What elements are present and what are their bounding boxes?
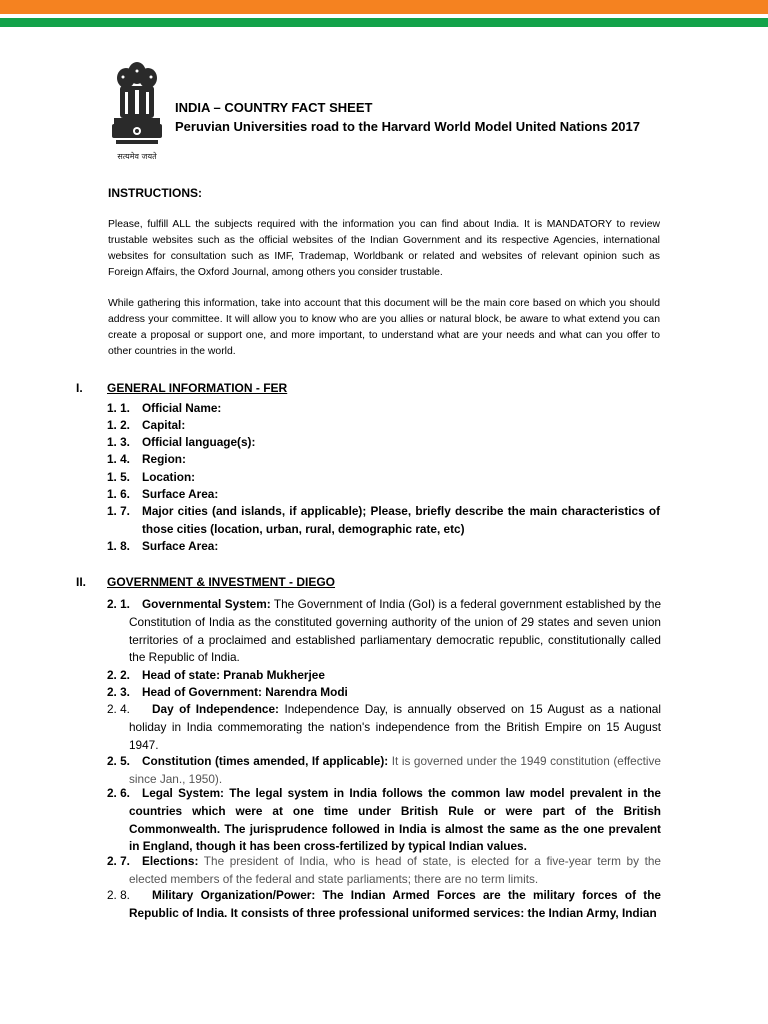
item-text: The legal system in India follows the common law model prevalent in the countries which were at one time under British Rule or were part of the British Commonwealth. The jurisprudence followed in India is almost the same as the one prevalent in England, though it has been cross-fertilized by typical Indian values. bbox=[129, 786, 661, 854]
item-number: 1. 2. bbox=[107, 418, 130, 432]
list-item bbox=[107, 451, 660, 469]
item-number: 2. 8. bbox=[107, 888, 130, 902]
item-text: Independence Day, is annually observed on 15 August as a national holiday in India commemorating the nation's independence from the British Empire on 15 August 1947. bbox=[129, 702, 661, 752]
document-header bbox=[175, 98, 640, 136]
section-1-heading: GENERAL INFORMATION - FER bbox=[107, 381, 288, 395]
list-item bbox=[107, 486, 660, 504]
list-item bbox=[107, 400, 660, 418]
item-number: 2. 1. bbox=[107, 597, 130, 611]
list-item bbox=[107, 417, 660, 435]
list-item bbox=[107, 596, 661, 667]
item-label: Region: bbox=[142, 452, 186, 466]
item-label: Major cities (and islands, if applicable); Please, briefly describe the main characteristics of those cities (location, urban, rural, demographic rate, etc) bbox=[142, 504, 660, 536]
item-label: Constitution (times amended, If applicable): bbox=[142, 754, 389, 768]
item-label: Governmental System: bbox=[142, 597, 271, 611]
item-number: 1. 1. bbox=[107, 401, 130, 415]
document-subtitle: Peruvian Universities road to the Harvard World Model United Nations 2017 bbox=[175, 119, 640, 134]
item-number: 2. 2. bbox=[107, 668, 130, 682]
item-label: Day of Independence: bbox=[152, 702, 279, 716]
item-text: The Indian Armed Forces are the military forces of the Republic of India. It consists of three professional uniformed services: the Indian Army, Indian bbox=[129, 888, 661, 920]
item-number: 1. 3. bbox=[107, 435, 130, 449]
section-2-numeral: II. bbox=[76, 575, 87, 589]
list-item bbox=[107, 753, 661, 789]
item-label: Capital: bbox=[142, 418, 186, 432]
item-text: The president of India, who is head of state, is elected for a five-year term by the elected members of the federal and state parliaments; there are no term limits. bbox=[129, 854, 661, 886]
instructions-paragraph-1: Please, fulfill ALL the subjects required with the information you can find about India. It is MANDATORY to review trustable websites such as the official websites of the Indian Government and its respective Agencies, international websites for consultation such as IMF, Trademap, Worldbank or related and websites of relevant opinion such as Foreign Affairs, the Oxford Journal, among others you consider trustable. bbox=[108, 219, 660, 279]
item-number: 1. 7. bbox=[107, 504, 130, 518]
item-label: Official Name: bbox=[142, 401, 222, 415]
item-number: 2. 6. bbox=[107, 786, 130, 800]
list-item bbox=[107, 785, 661, 856]
list-item bbox=[107, 503, 660, 539]
emblem-motto: सत्यमेव जयते bbox=[117, 152, 157, 161]
list-item bbox=[107, 469, 660, 487]
list-item bbox=[107, 434, 660, 452]
item-number: 2. 3. bbox=[107, 685, 130, 699]
item-number: 2. 4. bbox=[107, 702, 130, 716]
item-text: The Government of India (GoI) is a federal government established by the Constitution of India as the constituted governing authority of the union of 29 states and seven union territories of a proclaimed and established parliamentary democratic republic, constitutionally called the Republic of India. bbox=[129, 597, 662, 665]
item-number: 2. 7. bbox=[107, 854, 130, 868]
instructions-heading: INSTRUCTIONS: bbox=[108, 186, 202, 200]
item-number: 1. 8. bbox=[107, 539, 130, 553]
list-item bbox=[107, 887, 661, 923]
item-label: Location: bbox=[142, 470, 196, 484]
item-text: Pranab Mukherjee bbox=[220, 668, 325, 682]
item-label: Surface Area: bbox=[142, 539, 219, 553]
instructions-paragraph-2: While gathering this information, take into account that this document will be the main core based on which you should address your committee. It will allow you to know who are you allies or natural block, be aware to what extend you can create a proposal or support one, and more important, to understand what are your needs and what can you offer to other countries in the world. bbox=[108, 298, 660, 358]
item-text: Narendra Modi bbox=[261, 685, 348, 699]
item-number: 1. 4. bbox=[107, 452, 130, 466]
item-label: Elections: bbox=[142, 854, 199, 868]
item-label: Head of state: bbox=[142, 668, 221, 682]
item-label: Surface Area: bbox=[142, 487, 219, 501]
document-title: INDIA – COUNTRY FACT SHEET bbox=[175, 100, 373, 115]
item-text: It is governed under the 1949 constitution (effective since Jan., 1950). bbox=[129, 754, 661, 786]
item-number: 2. 5. bbox=[107, 754, 130, 768]
item-label: Official language(s): bbox=[142, 435, 256, 449]
national-emblem-icon bbox=[108, 60, 166, 164]
item-number: 1. 6. bbox=[107, 487, 130, 501]
list-item bbox=[107, 684, 661, 702]
list-item bbox=[107, 538, 660, 556]
list-item bbox=[107, 853, 661, 889]
list-item bbox=[107, 701, 661, 754]
item-label: Military Organization/Power: bbox=[152, 888, 316, 902]
item-label: Head of Government: bbox=[142, 685, 262, 699]
item-number: 1. 5. bbox=[107, 470, 130, 484]
list-item bbox=[107, 667, 661, 685]
top-orange-band bbox=[0, 0, 768, 14]
section-1-numeral: I. bbox=[76, 381, 83, 395]
top-green-band bbox=[0, 18, 768, 27]
item-label: Legal System: bbox=[142, 786, 224, 800]
section-2-heading: GOVERNMENT & INVESTMENT - DIEGO bbox=[107, 575, 336, 589]
